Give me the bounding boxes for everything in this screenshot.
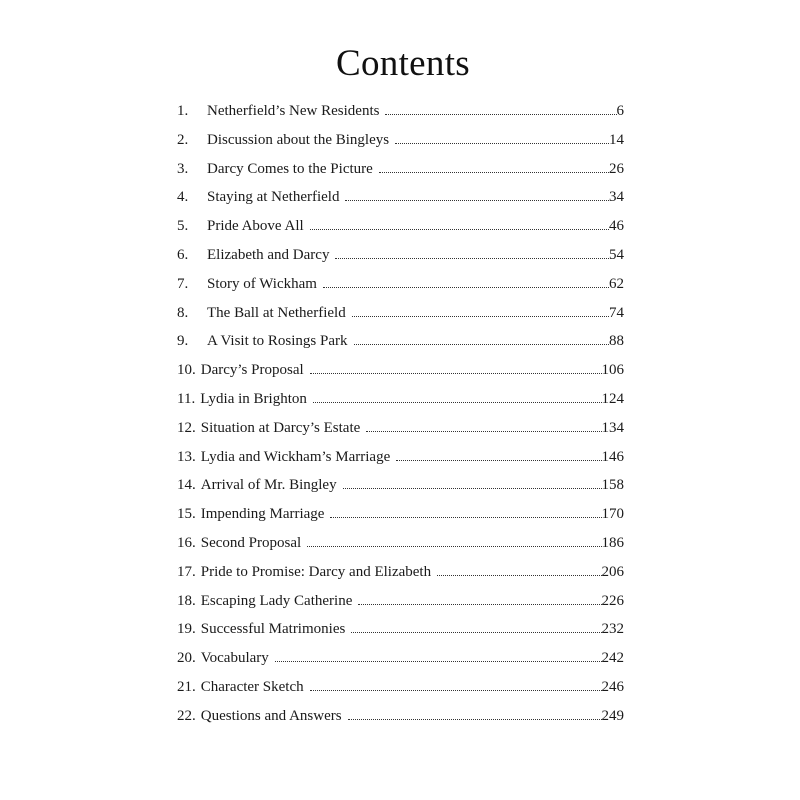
chapter-title: The Ball at Netherfield [207, 304, 346, 321]
chapter-number: 4. [177, 189, 189, 206]
page-number: 206 [601, 563, 624, 580]
dot-leader [343, 488, 602, 489]
dot-leader [323, 287, 609, 288]
page-number: 14 [609, 131, 624, 148]
chapter-title: Netherfield’s New Residents [207, 103, 380, 119]
chapter-title: Pride Above All [207, 218, 304, 235]
toc-entry [177, 274, 624, 303]
chapter-title: Discussion about the Bingleys [207, 131, 390, 148]
page-number: 146 [601, 448, 624, 465]
toc-entry [177, 245, 624, 274]
chapter-number: 20. [177, 650, 196, 667]
chapter-number: 5. [177, 218, 189, 235]
page-number: 124 [601, 390, 624, 407]
dot-leader [352, 316, 609, 317]
toc-entry [177, 130, 624, 159]
toc-entry [177, 303, 624, 332]
chapter-title: Arrival of Mr. Bingley [200, 477, 337, 494]
chapter-number: 7. [177, 275, 189, 292]
page-number: 170 [601, 506, 624, 523]
toc-entry [177, 504, 624, 533]
toc-entry [177, 533, 624, 562]
toc-entry [177, 216, 624, 245]
toc-entry [177, 619, 624, 648]
chapter-title: Escaping Lady Catherine [200, 592, 353, 609]
chapter-number: 15. [177, 506, 196, 523]
toc-entry [177, 389, 624, 418]
chapter-title: Questions and Answers [200, 707, 342, 724]
dot-leader [335, 258, 609, 259]
chapter-title: Pride to Promise: Darcy and Elizabeth [200, 563, 432, 580]
dot-leader [385, 114, 616, 115]
chapter-number: 22. [177, 707, 196, 724]
toc-entry [177, 447, 624, 476]
page-number: 26 [609, 160, 624, 177]
toc-entry [177, 591, 624, 620]
chapter-number: 11. [177, 390, 196, 407]
chapter-title: Second Proposal [200, 534, 302, 551]
chapter-number: 6. [177, 246, 189, 263]
dot-leader [313, 402, 602, 403]
toc-entry [177, 677, 624, 706]
page-number: 46 [609, 218, 624, 235]
dot-leader [310, 690, 602, 691]
chapter-title: Story of Wickham [207, 275, 317, 292]
table-of-contents [177, 101, 624, 735]
dot-leader [348, 719, 602, 720]
chapter-number: 14. [177, 477, 196, 494]
page-number: 134 [601, 419, 624, 436]
page-number: 186 [601, 534, 624, 551]
chapter-title: Elizabeth and Darcy [207, 246, 330, 263]
chapter-title: Staying at Netherfield [207, 189, 340, 206]
chapter-number: 12. [177, 419, 196, 436]
chapter-number: 9. [177, 333, 189, 350]
chapter-title: Impending Marriage [200, 506, 325, 523]
page-number: 158 [601, 477, 624, 494]
chapter-title: Darcy’s Proposal [200, 362, 304, 379]
chapter-title: Lydia in Brighton [200, 390, 307, 407]
dot-leader [310, 373, 602, 374]
toc-entry [177, 648, 624, 677]
toc-entry [177, 706, 624, 735]
page-number: 34 [609, 189, 624, 206]
page-number: 106 [601, 362, 624, 379]
chapter-number: 16. [177, 534, 196, 551]
chapter-number: 8. [177, 304, 189, 321]
dot-leader [395, 143, 609, 144]
dot-leader [437, 575, 601, 576]
chapter-title: Darcy Comes to the Picture [207, 160, 373, 177]
toc-entry [177, 159, 624, 188]
page-number: 232 [601, 621, 624, 638]
toc-entry [177, 331, 624, 360]
dot-leader [330, 517, 601, 518]
chapter-title: A Visit to Rosings Park [207, 333, 348, 350]
page-number: 226 [601, 592, 624, 609]
dot-leader [351, 632, 601, 633]
dot-leader [366, 431, 601, 432]
chapter-number: 3. [177, 160, 189, 177]
chapter-title: Lydia and Wickham’s Marriage [200, 448, 391, 465]
dot-leader [307, 546, 601, 547]
dot-leader [310, 229, 609, 230]
toc-entry [177, 187, 624, 216]
toc-entry [177, 101, 624, 130]
page-number: 54 [609, 246, 624, 263]
page-number: 88 [609, 333, 624, 350]
chapter-number: 2. [177, 131, 189, 148]
chapter-title: Vocabulary [200, 650, 269, 667]
chapter-number: 18. [177, 592, 196, 609]
toc-entry [177, 360, 624, 389]
chapter-number: 17. [177, 563, 196, 580]
toc-entry [177, 418, 624, 447]
page-number: 246 [601, 678, 624, 695]
page-number: 249 [601, 707, 624, 724]
dot-leader [345, 200, 609, 201]
chapter-title: Character Sketch [200, 678, 304, 695]
chapter-number: 1. [177, 103, 189, 119]
dot-leader [396, 460, 601, 461]
toc-entry [177, 562, 624, 591]
dot-leader [275, 661, 602, 662]
chapter-title: Successful Matrimonies [200, 621, 346, 638]
page-number: 62 [609, 275, 624, 292]
chapter-number: 19. [177, 621, 196, 638]
page-number: 6 [616, 103, 624, 119]
page-title: Contents [336, 43, 470, 84]
dot-leader [358, 604, 601, 605]
chapter-title: Situation at Darcy’s Estate [200, 419, 361, 436]
chapter-number: 13. [177, 448, 196, 465]
dot-leader [354, 344, 609, 345]
dot-leader [379, 172, 609, 173]
chapter-number: 10. [177, 362, 196, 379]
chapter-number: 21. [177, 678, 196, 695]
toc-entry [177, 475, 624, 504]
page-number: 74 [609, 304, 624, 321]
page-number: 242 [601, 650, 624, 667]
